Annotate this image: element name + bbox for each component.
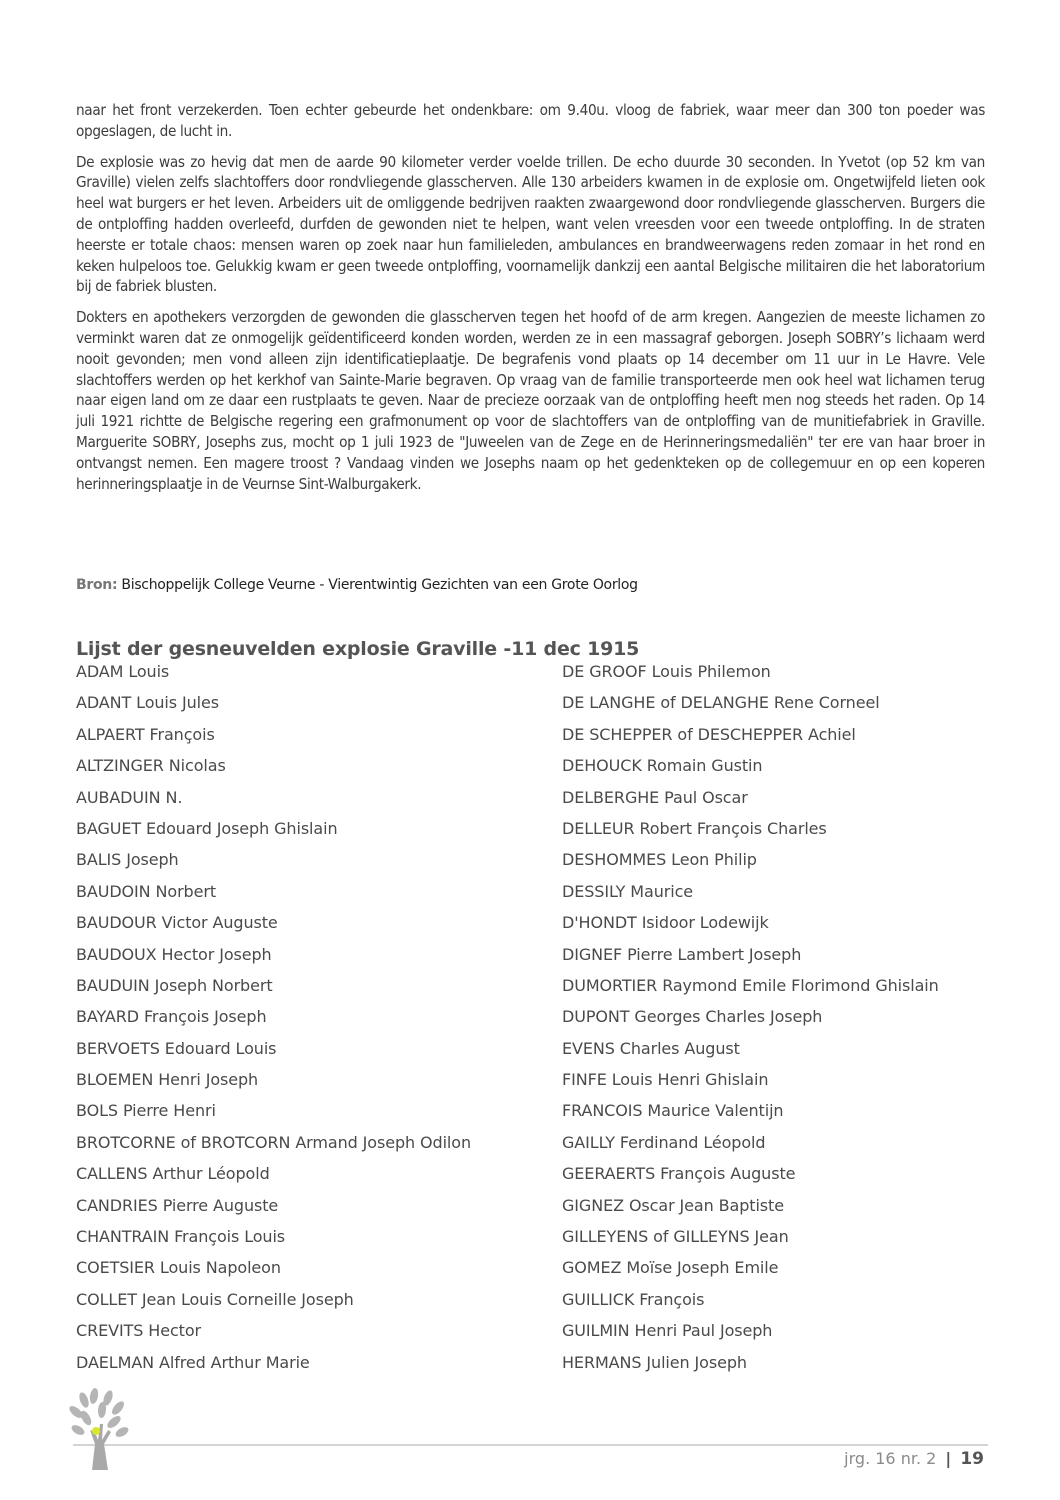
list-item: GIGNEZ Oscar Jean Baptiste xyxy=(562,1195,784,1215)
list-item: DESHOMMES Leon Philip xyxy=(562,850,757,870)
footer-separator: | xyxy=(945,1449,952,1468)
list-item: FINFE Louis Henri Ghislain xyxy=(562,1070,769,1090)
list-item: BOLS Pierre Henri xyxy=(76,1101,216,1121)
list-title: Lijst der gesneuvelden explosie Graville -11 dec 1915 xyxy=(76,638,640,660)
article-body xyxy=(76,100,985,504)
list-item: BAUDOIN Norbert xyxy=(76,881,217,901)
list-item: DE SCHEPPER of DESCHEPPER Achiel xyxy=(562,724,856,744)
list-item: GOMEZ Moïse Joseph Emile xyxy=(562,1258,779,1278)
page-number: 19 xyxy=(960,1449,984,1469)
source-text: Bischoppelijk College Veurne - Vierentwintig Gezichten van een Grote Oorlog xyxy=(121,577,638,593)
list-item: BAUDOUX Hector Joseph xyxy=(76,944,272,964)
list-item: CALLENS Arthur Léopold xyxy=(76,1164,270,1184)
list-item: DE GROOF Louis Philemon xyxy=(562,662,771,681)
list-item: GUILLICK François xyxy=(562,1289,705,1309)
list-item: CANDRIES Pierre Auguste xyxy=(76,1195,279,1215)
list-item: BAGUET Edouard Joseph Ghislain xyxy=(76,818,338,838)
source-label: Bron: xyxy=(76,577,118,593)
list-item: DELLEUR Robert François Charles xyxy=(562,818,827,838)
list-item: BERVOETS Edouard Louis xyxy=(76,1038,277,1058)
list-item: ALPAERT François xyxy=(76,724,215,744)
list-item: BAUDOUR Victor Auguste xyxy=(76,913,278,933)
list-item: ADAM Louis xyxy=(76,662,170,681)
list-item: BAYARD François Joseph xyxy=(76,1007,267,1027)
list-item: DELBERGHE Paul Oscar xyxy=(562,787,748,807)
list-item: GAILLY Ferdinand Léopold xyxy=(562,1132,766,1152)
list-item: DESSILY Maurice xyxy=(562,881,694,901)
list-item: AUBADUIN N. xyxy=(76,787,183,807)
list-item: ALTZINGER Nicolas xyxy=(76,756,226,776)
footer-divider xyxy=(73,1444,988,1446)
list-item: HERMANS Julien Joseph xyxy=(562,1352,747,1372)
list-item: GUILMIN Henri Paul Joseph xyxy=(562,1321,773,1341)
list-item: ADANT Louis Jules xyxy=(76,693,219,713)
issue-label: jrg. 16 nr. 2 xyxy=(844,1449,937,1468)
list-item: COETSIER Louis Napoleon xyxy=(76,1258,281,1278)
paragraph: De explosie was zo hevig dat men de aarde 90 kilometer verder voelde trillen. De echo duurde 30 seconden. In Yvetot (op 52 km van Graville) vielen zelfs slachtoffers door rondvliegende glasscherven. Alle 130 arbeiders kwamen in de explosie om. Ongetwijfeld lieten ook heel wat burgers er het leven. Arbeiders uit de omliggende bedrijven raakten zwaargewond door rondvliegende glasscherven. Burgers die de ontploffing hadden overleefd, durfden de gewonden niet te helpen, want velen vreesden voor een tweede ontploffing. In de straten heerste er totale chaos: mensen waren op zoek naar hun familieleden, ambulances en brandweerwagens reden zomaar in het rond en keken hulpeloos toe. Gelukkig kwam er geen tweede ontploffing, voornamelijk dankzij een aantal Belgische militairen die het laboratorium bij de fabriek blusten. xyxy=(76,152,985,296)
list-item: GILLEYENS of GILLEYNS Jean xyxy=(562,1227,789,1247)
list-item: BROTCORNE of BROTCORN Armand Joseph Odilon xyxy=(76,1132,471,1152)
list-item: DAELMAN Alfred Arthur Marie xyxy=(76,1352,310,1372)
list-item: DUPONT Georges Charles Joseph xyxy=(562,1007,823,1027)
page-footer xyxy=(844,1449,984,1469)
list-item: EVENS Charles August xyxy=(562,1038,740,1058)
list-item: COLLET Jean Louis Corneille Joseph xyxy=(76,1289,354,1309)
list-item: BLOEMEN Henri Joseph xyxy=(76,1070,259,1090)
list-item: D'HONDT Isidoor Lodewijk xyxy=(562,913,769,933)
source-citation xyxy=(76,577,638,593)
list-item: CHANTRAIN François Louis xyxy=(76,1227,286,1247)
list-item: DEHOUCK Romain Gustin xyxy=(562,756,763,776)
list-item: GEERAERTS François Auguste xyxy=(562,1164,796,1184)
list-item: CREVITS Hector xyxy=(76,1321,201,1341)
list-item: DUMORTIER Raymond Emile Florimond Ghislain xyxy=(562,975,939,995)
list-item: BALIS Joseph xyxy=(76,850,179,870)
victims-list-right xyxy=(562,661,939,1383)
paragraph: Dokters en apothekers verzorgden de gewonden die glasscherven tegen het hoofd of de arm kregen. Aangezien de meeste lichamen zo verminkt waren dat ze onmogelijk geïdentificeerd konden worden, werden ze in een massagraf geborgen. Joseph SOBRY’s lichaam werd nooit gevonden; men vond alleen zijn identificatieplaatje. De begrafenis vond plaats op 14 december om 11 uur in Le Havre. Vele slachtoffers werden op het kerkhof van Sainte-Marie begraven. Op vraag van de familie transporteerde men ook heel wat lichamen terug naar eigen land om ze daar een rustplaats te geven. Naar de precieze oorzaak van de ontploffing heeft men nog steeds het raden. Op 14 juli 1921 richtte de Belgische regering een grafmonument op voor de slachtoffers van de ontploffing van de munitiefabriek in Graville. Marguerite SOBRY, Josephs zus, mocht op 1 juli 1923 de "Juweelen van de Zege en de Herinneringsmedaliën" ter ere van haar broer in ontvangst nemen. Een magere troost ? Vandaag vinden we Josephs naam op het gedenkteken op de collegemuur en op een koperen herinneringsplaatje in de Veurnse Sint-Walburgakerk. xyxy=(76,308,985,493)
victims-list-left xyxy=(76,661,471,1383)
list-item: BAUDUIN Joseph Norbert xyxy=(76,975,273,995)
paragraph: naar het front verzekerden. Toen echter gebeurde het ondenkbare: om 9.40u. vloog de fabriek, waar meer dan 300 ton poeder was opgeslagen, de lucht in. xyxy=(76,101,985,140)
list-item: DIGNEF Pierre Lambert Joseph xyxy=(562,944,802,964)
list-item: DE LANGHE of DELANGHE Rene Corneel xyxy=(562,693,880,713)
tree-logo-icon xyxy=(64,1386,136,1470)
list-item: FRANCOIS Maurice Valentijn xyxy=(562,1101,784,1121)
